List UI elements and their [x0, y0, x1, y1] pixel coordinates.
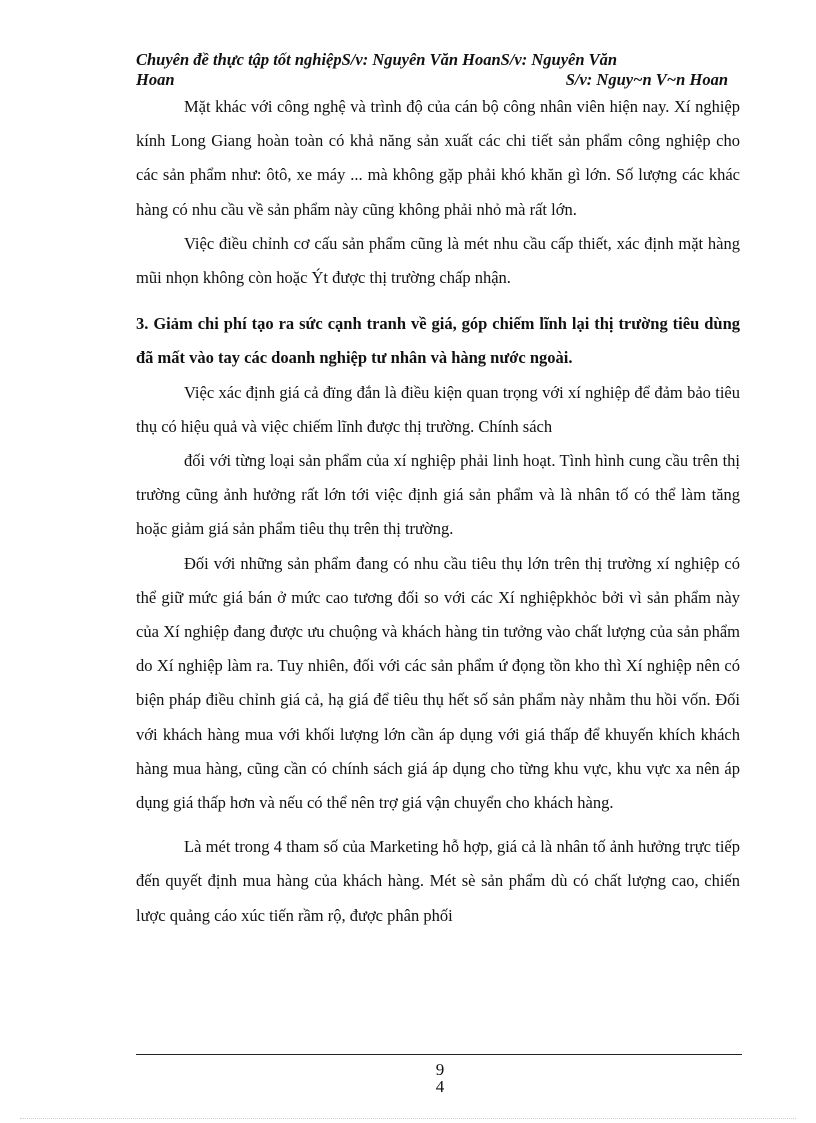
document-body — [136, 90, 740, 933]
paragraph-1: Mặt khác với công nghệ và trình độ của cán bộ công nhân viên hiện nay. Xí nghiệp kính Long Giang hoàn toàn có khả năng sản xuất các chi tiết sản phẩm công nghiệp cho các sản phẩm như: ôtô, xe máy ... mà không gặp phải khó khăn gì lớn. Số lượng các khác hàng có nhu cầu về sản phẩm này cũng không phải nhỏ mà rất lớn. — [136, 97, 740, 219]
page-number-line-2: 4 — [435, 1077, 445, 1096]
header-line-1 — [136, 50, 728, 70]
page-bottom-edge — [20, 1118, 796, 1119]
header-author-wrap: Hoan — [136, 70, 175, 89]
paragraph-4: Đối với những sản phẩm đang có nhu cầu tiêu thụ lớn trên thị trường xí nghiệp có thể giữ mức giá bán ở mức cao tương đối so với các Xí nghiệpkhỏc bởi vì sản phẩm này của Xí nghiệp đang được ưu chuộng và khách hàng tin tưởng vào chất lượng của sản phẩm do Xí nghiệp làm ra. Tuy nhiên, đối với các sản phẩm ứ đọng tồn kho thì Xí nghiệp nên có biện pháp điều chỉnh giá cả, hạ giá để tiêu thụ hết số sản phẩm này nhằm thu hồi vốn. Đối với khách hàng mua với khối lượng lớn cần áp dụng với giá thấp để khuyến khích khách hàng mua hàng, cũng cần có chính sách giá áp dụng cho từng khu vực, khu vực xa nên áp dụng giá thấp hơn và nếu có thể nên trợ giá vận chuyển cho khách hàng. — [136, 553, 740, 813]
header-line-2 — [136, 70, 728, 90]
paragraph-3b: đối với từng loại sản phẩm của xí nghiệp phải linh hoạt. Tình hình cung cầu trên thị trường cũng ảnh hưởng rất lớn tới việc định giá sản phẩm và là nhân tố có thể làm tăng hoặc giảm giá sản phẩm tiêu thụ trên thị trường. — [136, 451, 740, 539]
page-number-line-1: 9 — [435, 1060, 445, 1079]
paragraph-3a: Việc xác định giá cả đïng đắn là điều kiện quan trọng với xí nghiệp để đảm bảo tiêu thụ có hiệu quả và việc chiếm lĩnh được thị trường. Chính sách — [136, 382, 740, 436]
page-header — [136, 50, 728, 90]
header-title: Chuyên đề thực tập tốt nghiệpS/v: Nguyên Văn HoanS/v: Nguyên Văn — [136, 50, 618, 69]
section-heading: 3. Giảm chi phí tạo ra sức cạnh tranh về giá, góp chiếm lĩnh lại thị trường tiêu dùng đã mất vào tay các doanh nghiệp tư nhân và hàng nước ngoài. — [136, 314, 740, 368]
page-number — [420, 1061, 460, 1095]
paragraph-2: Việc điều chỉnh cơ cấu sản phẩm cũng là mét nhu cầu cấp thiết, xác định mặt hàng mũi nhọn không còn hoặc Ýt được thị trường chấp nhận. — [136, 233, 740, 288]
header-author: S/v: Nguy~n V~n Hoan — [565, 70, 728, 89]
paragraph-5: Là mét trong 4 tham số của Marketing hỗ hợp, giá cả là nhân tố ảnh hưởng trực tiếp đến quyết định mua hàng của khách hàng. Mét sè sản phẩm dù có chất lượng cao, chiến lược quảng cáo xúc tiến rầm rộ, được phân phối — [136, 837, 740, 925]
footer-divider — [136, 1054, 742, 1055]
